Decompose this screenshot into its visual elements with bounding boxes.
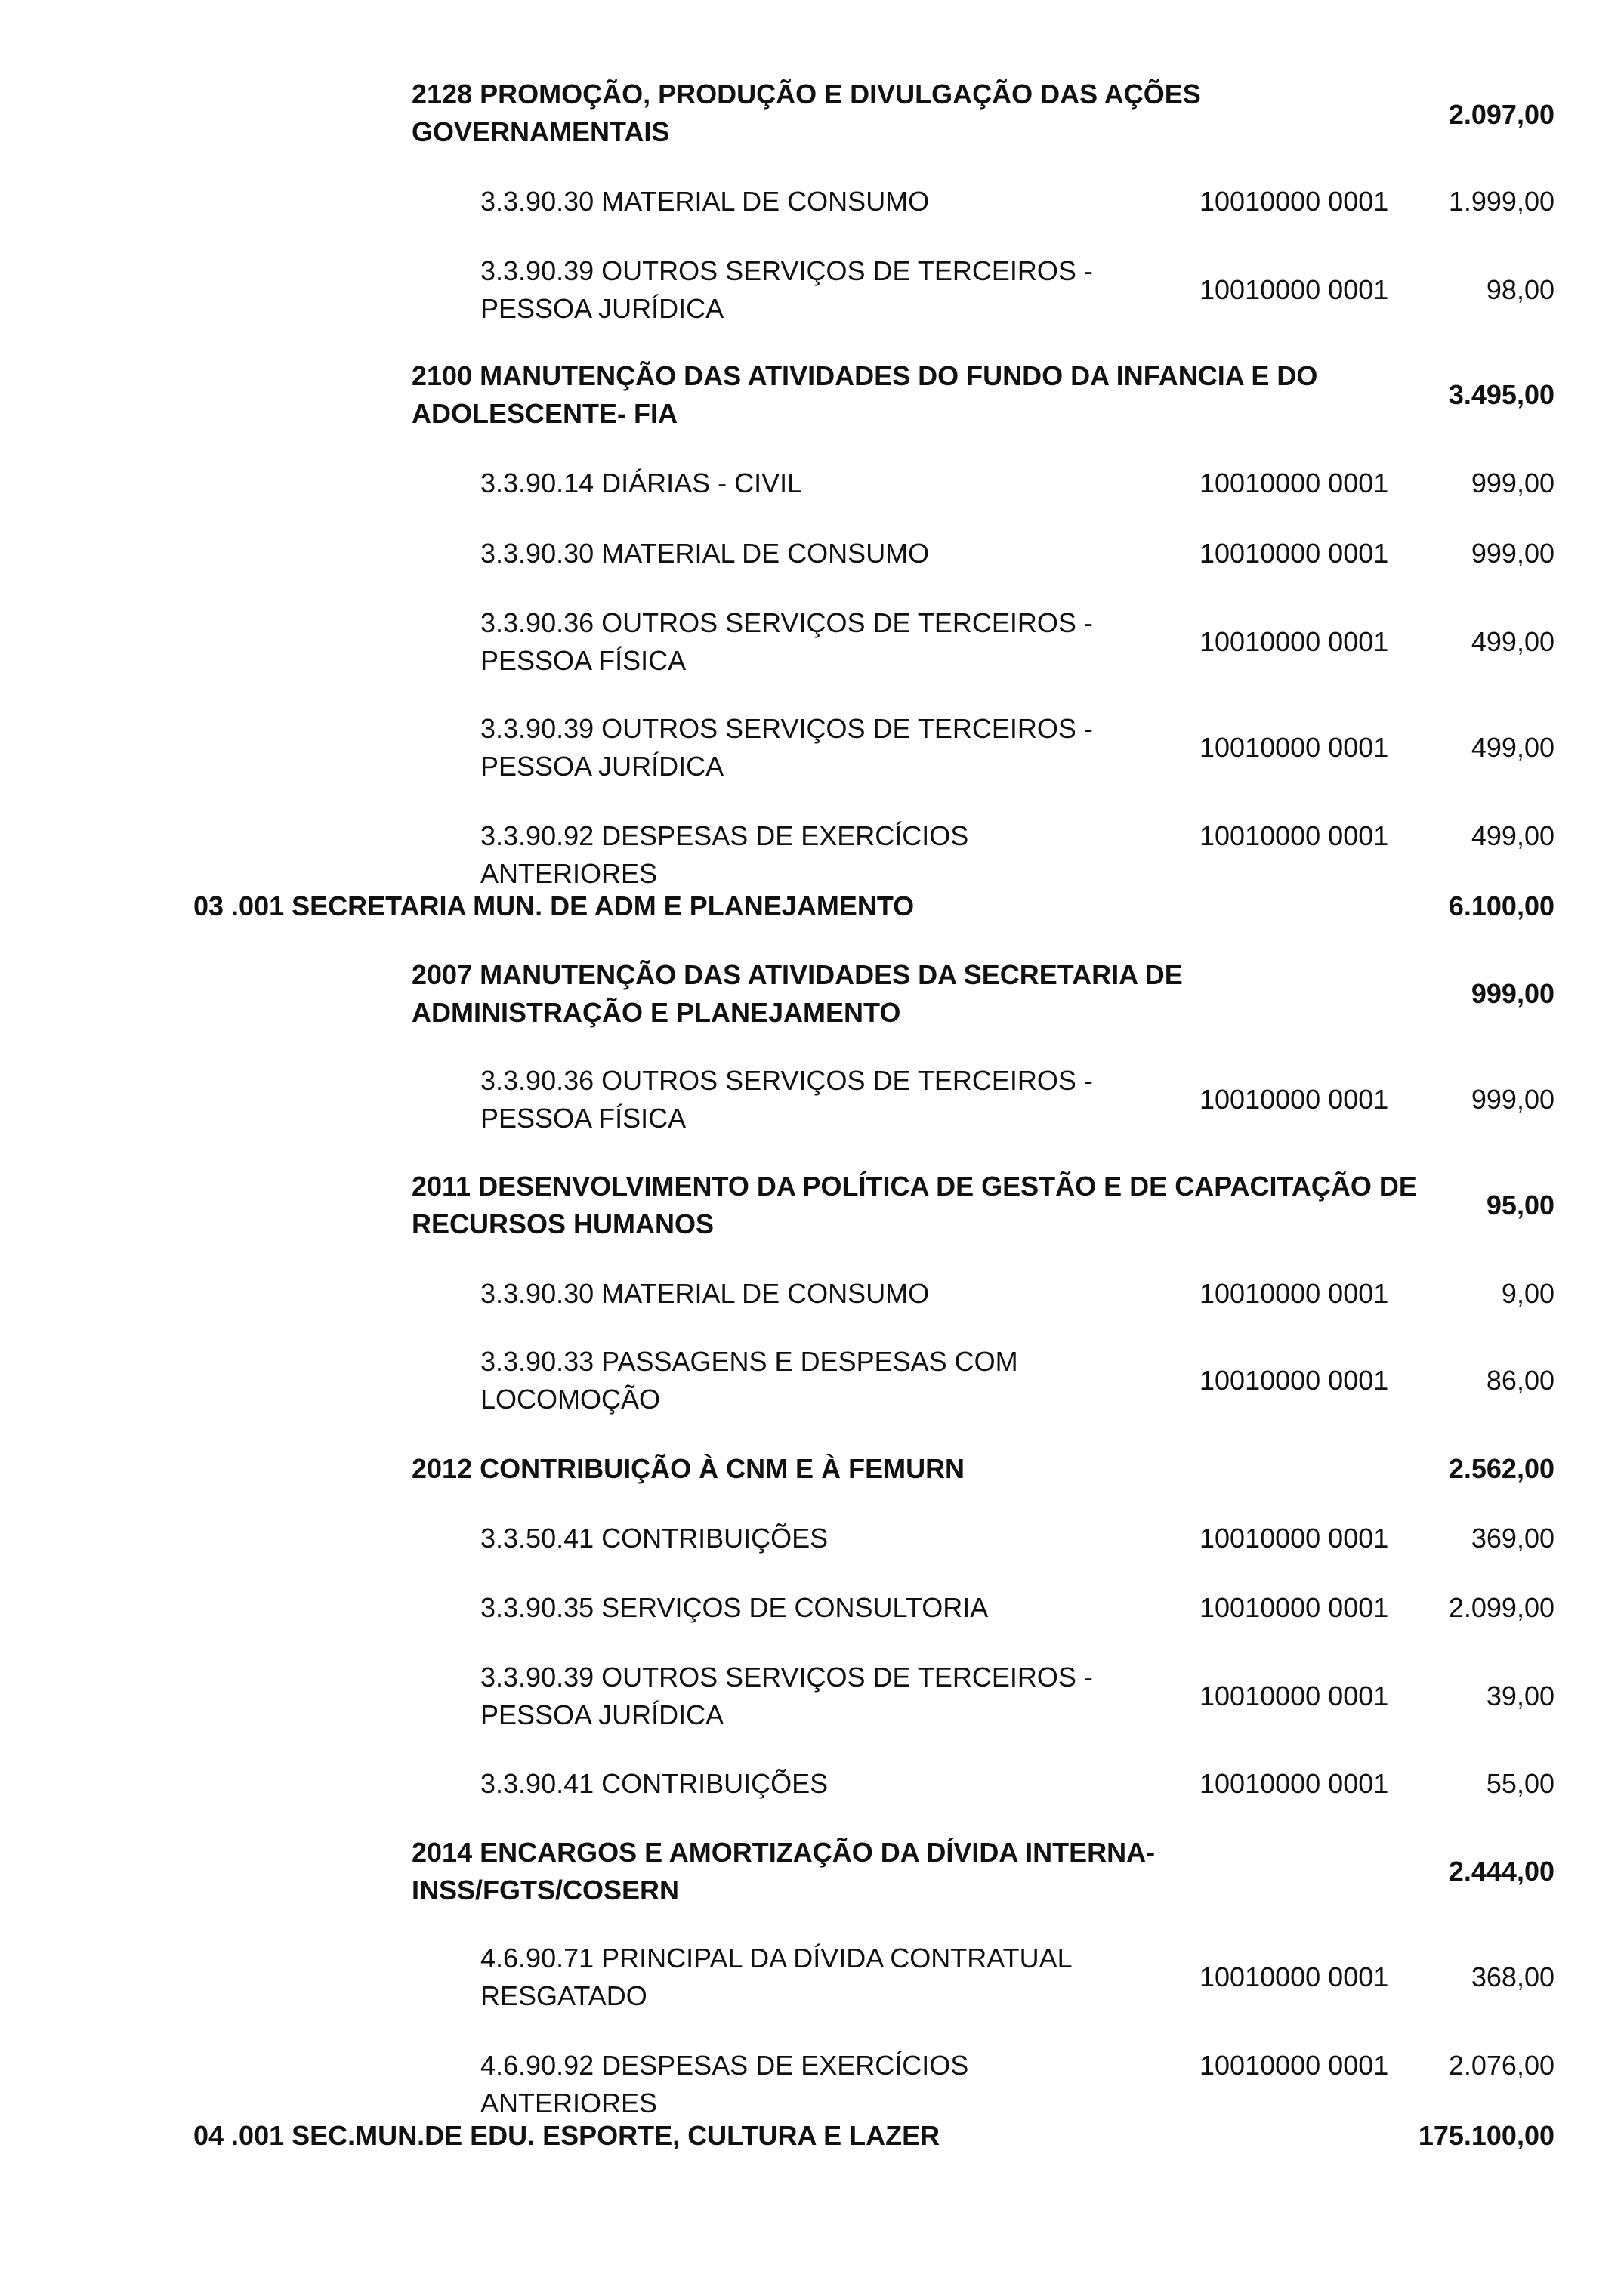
- program-title: 2100 MANUTENÇÃO DAS ATIVIDADES DO FUNDO DA INFANCIA E DO ADOLESCENTE- FIA: [412, 360, 1318, 429]
- expense-description: 3.3.50.41 CONTRIBUIÇÕES: [480, 1523, 829, 1554]
- expense-value: 368,00: [1471, 1961, 1555, 1992]
- expense-description: 3.3.90.39 OUTROS SERVIÇOS DE TERCEIROS - PESSOA JURÍDICA: [480, 255, 1093, 324]
- expense-value: 499,00: [1471, 732, 1555, 763]
- expense-description: 3.3.90.39 OUTROS SERVIÇOS DE TERCEIROS - PESSOA JURÍDICA: [480, 1662, 1093, 1730]
- program-title: 2128 PROMOÇÃO, PRODUÇÃO E DIVULGAÇÃO DAS AÇÕES GOVERNAMENTAIS: [412, 79, 1201, 147]
- department-total: 6.100,00: [1448, 890, 1555, 921]
- expense-value: 9,00: [1501, 1278, 1555, 1309]
- resource-code: 10010000 0001: [1199, 1084, 1389, 1115]
- expense-description: 3.3.90.39 OUTROS SERVIÇOS DE TERCEIROS - PESSOA JURÍDICA: [480, 713, 1093, 782]
- department-total: 175.100,00: [1418, 2120, 1555, 2151]
- resource-code: 10010000 0001: [1199, 1680, 1389, 1711]
- expense-description: 3.3.90.41 CONTRIBUIÇÕES: [480, 1768, 829, 1799]
- resource-code: 10010000 0001: [1199, 820, 1389, 851]
- expense-description: 3.3.90.36 OUTROS SERVIÇOS DE TERCEIROS - PESSOA FÍSICA: [480, 1065, 1093, 1134]
- expense-value: 39,00: [1486, 1680, 1555, 1711]
- expense-value: 369,00: [1471, 1523, 1555, 1554]
- resource-code: 10010000 0001: [1199, 1961, 1389, 1992]
- resource-code: 10010000 0001: [1199, 626, 1389, 657]
- expense-value: 2.076,00: [1448, 2050, 1555, 2081]
- expense-description: 3.3.90.30 MATERIAL DE CONSUMO: [480, 1278, 930, 1309]
- resource-code: 10010000 0001: [1199, 1523, 1389, 1554]
- expense-description: 3.3.90.30 MATERIAL DE CONSUMO: [480, 186, 930, 217]
- program-total: 95,00: [1486, 1190, 1555, 1221]
- resource-code: 10010000 0001: [1199, 186, 1389, 217]
- program-title: 2011 DESENVOLVIMENTO DA POLÍTICA DE GESTÃO E DE CAPACITAÇÃO DE RECURSOS HUMANOS: [412, 1171, 1417, 1239]
- expense-value: 2.099,00: [1448, 1592, 1555, 1623]
- expense-value: 999,00: [1471, 538, 1555, 569]
- resource-code: 10010000 0001: [1199, 1278, 1389, 1309]
- expense-value: 86,00: [1486, 1365, 1555, 1396]
- expense-value: 499,00: [1471, 820, 1555, 851]
- program-title: 2012 CONTRIBUIÇÃO À CNM E À FEMURN: [412, 1453, 965, 1484]
- expense-description: 4.6.90.71 PRINCIPAL DA DÍVIDA CONTRATUAL RESGATADO: [480, 1943, 1072, 2011]
- resource-code: 10010000 0001: [1199, 2050, 1389, 2081]
- expense-description: 3.3.90.14 DIÁRIAS - CIVIL: [480, 468, 803, 498]
- expense-description: 3.3.90.92 DESPESAS DE EXERCÍCIOS ANTERIORES: [480, 820, 969, 889]
- program-total: 3.495,00: [1448, 379, 1555, 410]
- expense-value: 1.999,00: [1448, 186, 1555, 217]
- resource-code: 10010000 0001: [1199, 732, 1389, 763]
- department-title: 03 .001 SECRETARIA MUN. DE ADM E PLANEJAMENTO: [193, 890, 915, 921]
- expense-value: 999,00: [1471, 468, 1555, 498]
- expense-value: 98,00: [1486, 274, 1555, 305]
- expense-description: 3.3.90.35 SERVIÇOS DE CONSULTORIA: [480, 1592, 989, 1623]
- expense-value: 499,00: [1471, 626, 1555, 657]
- department-title: 04 .001 SEC.MUN.DE EDU. ESPORTE, CULTURA E LAZER: [193, 2120, 940, 2151]
- program-total: 999,00: [1471, 978, 1555, 1009]
- resource-code: 10010000 0001: [1199, 1592, 1389, 1623]
- resource-code: 10010000 0001: [1199, 1768, 1389, 1799]
- expense-description: 3.3.90.30 MATERIAL DE CONSUMO: [480, 538, 930, 569]
- program-title: 2014 ENCARGOS E AMORTIZAÇÃO DA DÍVIDA INTERNA- INSS/FGTS/COSERN: [412, 1837, 1156, 1906]
- program-total: 2.562,00: [1448, 1453, 1555, 1484]
- expense-value: 999,00: [1471, 1084, 1555, 1115]
- resource-code: 10010000 0001: [1199, 274, 1389, 305]
- expense-value: 55,00: [1486, 1768, 1555, 1799]
- resource-code: 10010000 0001: [1199, 1365, 1389, 1396]
- program-total: 2.444,00: [1448, 1856, 1555, 1887]
- expense-description: 4.6.90.92 DESPESAS DE EXERCÍCIOS ANTERIORES: [480, 2050, 969, 2119]
- resource-code: 10010000 0001: [1199, 538, 1389, 569]
- resource-code: 10010000 0001: [1199, 468, 1389, 498]
- expense-description: 3.3.90.33 PASSAGENS E DESPESAS COM LOCOMOÇÃO: [480, 1346, 1018, 1415]
- program-title: 2007 MANUTENÇÃO DAS ATIVIDADES DA SECRETARIA DE ADMINISTRAÇÃO E PLANEJAMENTO: [412, 959, 1183, 1028]
- expense-description: 3.3.90.36 OUTROS SERVIÇOS DE TERCEIROS - PESSOA FÍSICA: [480, 607, 1093, 676]
- program-total: 2.097,00: [1448, 99, 1555, 130]
